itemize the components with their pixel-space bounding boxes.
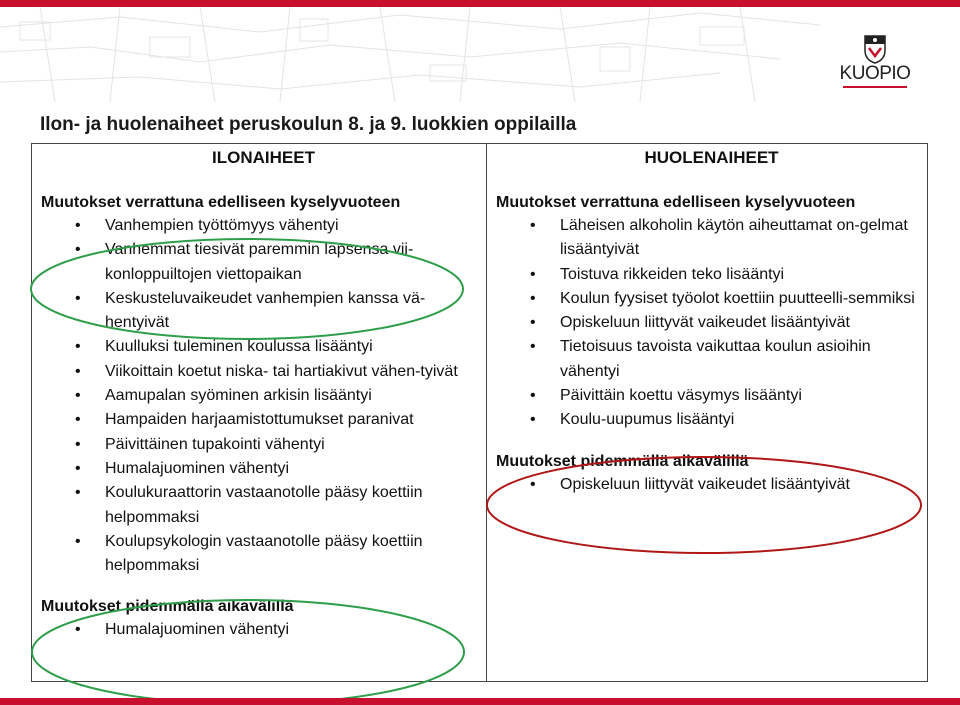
list-item: • Kuulluksi tuleminen koulussa lisääntyi [41,335,486,359]
list-item: • Koulupsykologin vastaanotolle pääsy koettiin helpommaksi [41,530,486,579]
slide-title: Ilon- ja huolenaiheet peruskoulun 8. ja 9. luokkien oppilailla [40,114,577,135]
city-map-background [0,7,960,107]
kuopio-logo [838,34,912,104]
list-item [41,287,486,336]
joys-column [32,144,486,681]
list-item: • Koulukuraattorin vastaanotolle pääsy koettiin helpommaksi [41,481,486,530]
list-item: • Aamupalan syöminen arkisin lisääntyi [41,384,486,408]
list-item-text: Viikoittain koetut niska- tai hartiakivut vähen-tyivät [105,362,458,380]
worries-column [487,144,927,681]
list-item: • Vanhempien työttömyys vähentyi [41,214,486,238]
worries-section-long-term: Muutokset pidemmällä aikavälillä [496,452,749,470]
worries-header: HUOLENAIHEET [644,148,779,167]
logo-underline [843,86,907,88]
top-accent-bar [0,0,960,7]
list-item: • Toistuva rikkeiden teko lisääntyi [496,263,927,287]
list-item-text: Keskusteluvaikeudet vanhempien kanssa vä-hentyivät [105,289,426,332]
logo-text: KUOPIO [839,63,911,84]
worries-section-recent: Muutokset verrattuna edelliseen kyselyvuoteen [496,194,856,211]
list-item-text: Vanhemmat tiesivät paremmin lapsensa vii-konloppuiltojen viettopaikan [105,241,414,283]
joys-recent-list [41,214,486,578]
list-item: • Läheisen alkoholin käytön aiheuttamat on-gelmat lisääntyivät [496,214,927,263]
joys-section-long-term: Muutokset pidemmällä aikavälillä [41,598,294,616]
list-item: • Tietoisuus tavoista vaikuttaa koulun asioihin vähentyi [496,335,927,384]
joys-long-term-list [41,618,486,642]
list-item: • Opiskeluun liittyvät vaikeudet lisääntyivät [496,311,927,335]
list-item [41,360,486,384]
worries-long-term-list [496,473,927,497]
list-item: • Koulun fyysiset työolot koettiin puutteelli-semmiksi [496,287,927,311]
list-item: • Opiskeluun liittyvät vaikeudet lisääntyivät [496,473,927,497]
comparison-table [31,143,928,682]
bottom-accent-bar [0,698,960,705]
list-item: • Koulu-uupumus lisääntyi [496,408,927,432]
list-item: • Hampaiden harjaamistottumukset paranivat [41,408,486,432]
worries-recent-list [496,214,927,433]
list-item: • Humalajuominen vähentyi [41,457,486,481]
list-item: • Päivittäinen tupakointi vähentyi [41,433,486,457]
list-item: • Humalajuominen vähentyi [41,618,486,642]
kuopio-crest-icon [863,34,887,64]
list-item [41,238,486,287]
list-item: • Päivittäin koettu väsymys lisääntyi [496,384,927,408]
joys-section-recent: Muutokset verrattuna edelliseen kyselyvuoteen [41,194,401,211]
joys-header: ILONAIHEET [212,148,315,167]
